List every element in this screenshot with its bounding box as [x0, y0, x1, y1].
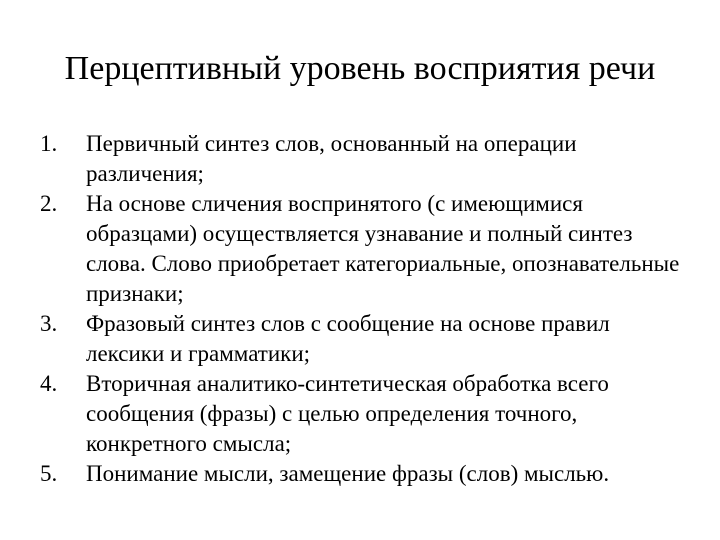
list-item [40, 309, 680, 369]
list-item [40, 189, 680, 309]
list-item-number: 3. [40, 311, 58, 336]
list-item-text: Вторичная аналитико-синтетическая обработка всего сообщения (фразы) с целью определения точного, конкретного смысла; [86, 371, 609, 456]
list-item-number: 4. [40, 371, 58, 396]
numbered-list [40, 129, 680, 489]
list-item-text: Фразовый синтез слов с сообщение на основе правил лексики и грамматики; [86, 311, 610, 366]
list-item-number: 2. [40, 191, 58, 216]
list-item [40, 369, 680, 459]
list-item-text: Понимание мысли, замещение фразы (слов) мыслью. [86, 461, 610, 486]
list-item-text: Первичный синтез слов, основанный на операции различения; [86, 131, 577, 186]
slide-title: Перцептивный уровень восприятия речи [64, 50, 656, 87]
list-item [40, 129, 680, 189]
list-item-text: На основе сличения воспринятого (с имеющимися образцами) осуществляется узнавание и полный синтез слова. Слово приобретает категориальные, опознавательные признаки; [86, 191, 680, 306]
list-item-number: 1. [40, 131, 58, 156]
list-item [40, 459, 680, 489]
list-item-number: 5. [40, 461, 58, 486]
